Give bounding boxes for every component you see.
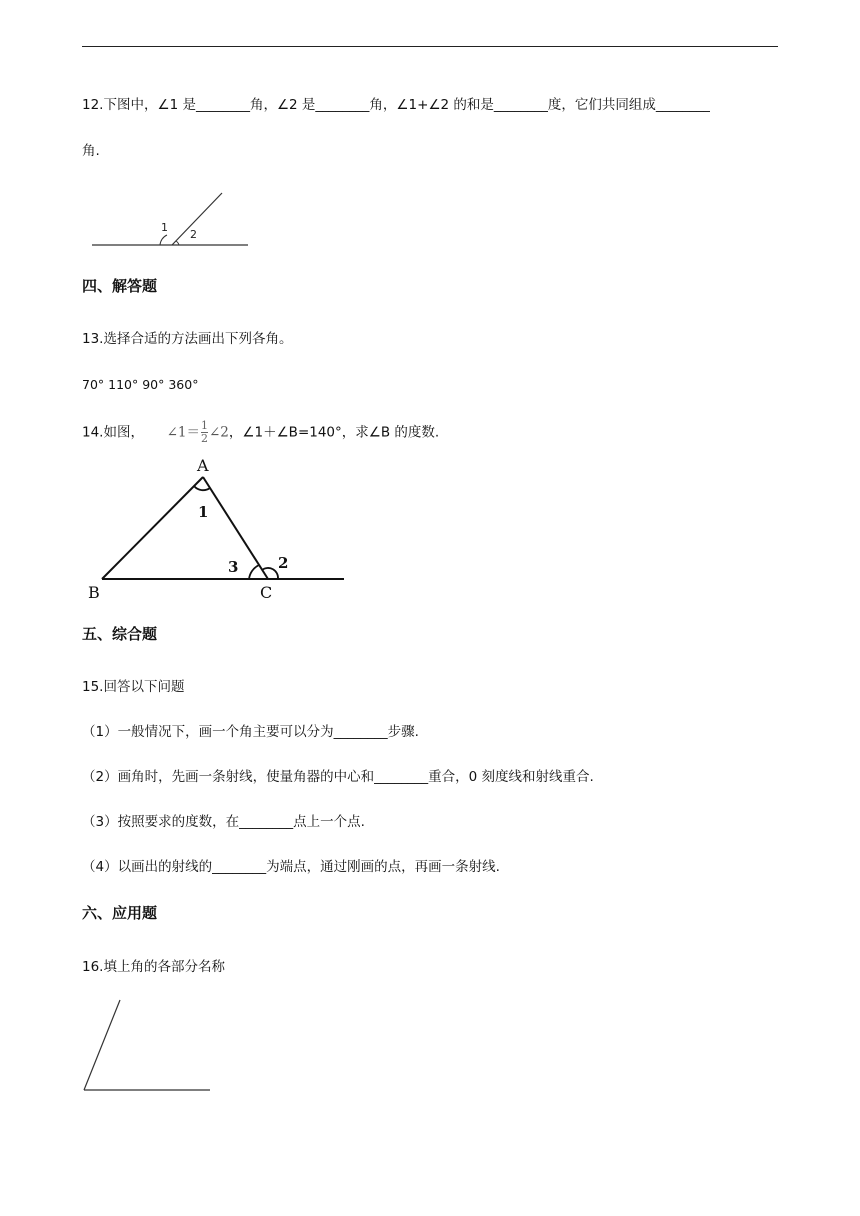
q15-item-3: （3）按照要求的度数，在________点上一个点. <box>82 814 365 830</box>
q14-frac-den: 2 <box>200 432 208 445</box>
q13-text: 13.选择合适的方法画出下列各角。 <box>82 331 293 347</box>
q16-ray-1 <box>84 1000 120 1090</box>
q12-angle-figure <box>88 186 258 252</box>
q14-frac-num: 1 <box>200 419 208 432</box>
q14-prefix: 14.如图， <box>82 424 144 441</box>
q14-fraction <box>201 421 208 444</box>
q12-label-1: 1 <box>161 221 168 234</box>
q15-text: 15.回答以下问题 <box>82 679 185 695</box>
q12-text-line2: 角. <box>82 143 100 159</box>
section5-heading: 五、综合题 <box>82 625 158 643</box>
header-rule <box>82 46 778 47</box>
q14-label-C: C <box>260 583 273 602</box>
q12-text-line1: 12.下图中，∠1 是________角，∠2 是________角，∠1+∠2 的和是________度，它们共同组成________ <box>82 97 710 113</box>
q14-angle3-arc <box>249 565 259 579</box>
q14-text <box>82 421 439 444</box>
section4-heading: 四、解答题 <box>82 277 158 295</box>
q14-angle1-arc <box>194 486 210 490</box>
q14-triangle-figure <box>86 455 356 605</box>
q12-angle2-arc <box>176 241 179 245</box>
q12-ray <box>172 193 222 245</box>
q12-angle1-arc <box>160 235 167 245</box>
q14-label-B: B <box>88 583 100 602</box>
q14-label-2: 2 <box>278 554 289 572</box>
section6-heading: 六、应用题 <box>82 904 158 922</box>
q12-label-2: 2 <box>190 228 197 241</box>
q14-label-3: 3 <box>228 558 239 576</box>
q15-item-4: （4）以画出的射线的________为端点，通过刚画的点，再画一条射线. <box>82 859 500 875</box>
q14-label-A: A <box>197 456 209 475</box>
q15-item-1: （1）一般情况下，画一个角主要可以分为________步骤. <box>82 724 419 740</box>
q14-side-ab <box>102 477 203 579</box>
q14-angle-part: ∠1＝ <box>166 424 200 441</box>
q15-item-2: （2）画角时，先画一条射线，使量角器的中心和________重合，0 刻度线和射线重合. <box>82 769 594 785</box>
q13-angles: 70° 110° 90° 360° <box>82 377 199 392</box>
q16-text: 16.填上角的各部分名称 <box>82 959 225 975</box>
q14-angle-part2: ∠2 <box>208 424 229 441</box>
q14-suffix: ，∠1＋∠B=140°，求∠B 的度数. <box>228 424 440 441</box>
q14-label-1: 1 <box>198 503 209 521</box>
q16-angle-figure <box>80 996 220 1096</box>
